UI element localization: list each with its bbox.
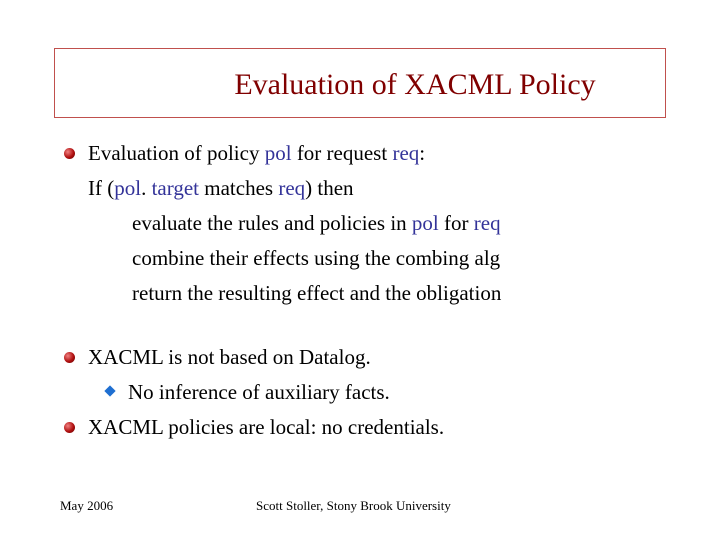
bullet-2: XACML is not based on Datalog. [88,345,371,369]
bullet-1-line-4: combine their effects using the combing alg [132,246,501,270]
text-segment: Evaluation of policy [88,141,265,165]
keyword-pol: pol [114,176,142,200]
bullet-1-line-1 [88,143,425,164]
text-segment: If ( [88,176,115,200]
text-segment: . [141,176,152,200]
keyword-req: req [392,141,420,165]
bullet-1-line-5: return the resulting effect and the obligation [132,281,502,305]
footer-date: May 2006 [60,498,114,513]
keyword-pol: pol [264,141,292,165]
bullet-3: XACML policies are local: no credentials. [88,415,445,439]
slide-title: Evaluation of XACML Policy [234,68,596,101]
keyword-pol: pol [411,211,439,235]
title-box [54,48,666,118]
bullet-1-line-2 [88,178,354,199]
bullet-1-line-3 [132,213,501,234]
red-ball-bullet-icon [64,422,75,433]
text-segment: matches [199,176,279,200]
keyword-target: target [151,176,200,200]
red-ball-bullet-icon [64,352,75,363]
text-segment: for [438,211,474,235]
red-ball-bullet-icon [64,148,75,159]
text-segment: evaluate the rules and policies in [132,211,412,235]
keyword-req: req [473,211,501,235]
text-segment: : [419,141,426,165]
keyword-req: req [278,176,306,200]
sub-bullet: No inference of auxiliary facts. [128,380,390,404]
text-segment: ) then [305,176,354,200]
footer-author: Scott Stoller, Stony Brook University [256,498,451,513]
blue-diamond-bullet-icon [104,385,115,396]
text-segment: for request [291,141,393,165]
